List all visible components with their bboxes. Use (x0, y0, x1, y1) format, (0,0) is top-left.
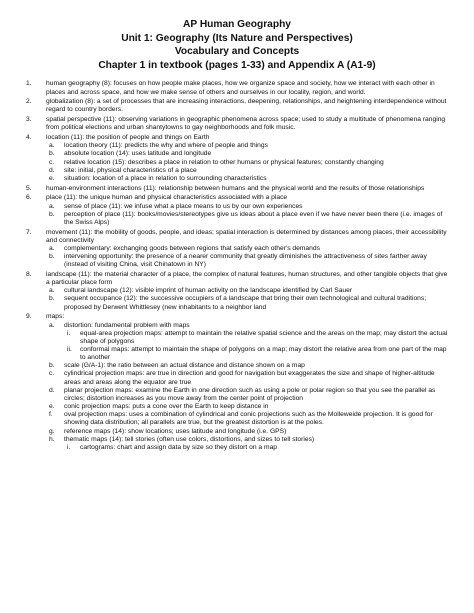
vocab-subterm (46, 428, 448, 436)
course-title: AP Human Geography (183, 19, 291, 30)
vocab-subterm (46, 411, 448, 427)
vocab-subterm (46, 362, 448, 370)
list-marker: b. (49, 210, 55, 218)
term-text: place (11): the unique human and physical characteristics associated with a place (46, 194, 288, 202)
term-text: location (11): the position of people and things on Earth (46, 134, 210, 142)
list-marker: 5. (26, 184, 32, 192)
vocab-subsubterm (64, 444, 448, 452)
vocab-subsubterm (64, 346, 448, 362)
vocab-subterm (46, 159, 448, 167)
vocab-subterm (46, 142, 448, 150)
vocab-subsubterm (64, 330, 448, 346)
term-text: sequent occupance (12): the successive occupiers of a landscape that bring their own technological and cultural traditions; proposed by Derwent Whittlesey (new inhabitants to a neighbor land (64, 295, 427, 311)
term-text: conic projection maps: puts a cone over the Earth to keep distance in (64, 403, 269, 411)
vocab-term (26, 229, 448, 270)
list-marker: d. (49, 166, 55, 174)
vocab-subterm (46, 211, 448, 227)
term-text: human geography (8): focuses on how people make places, how we organize space and society, how we interact with each other in places and across space, and how we make sense of others and ourselves in our locality, region, and world. (46, 80, 435, 96)
vocab-term (26, 194, 448, 227)
list-marker: ii. (67, 345, 72, 353)
vocab-subterm (46, 150, 448, 158)
list-marker: b. (49, 362, 55, 370)
vocab-subterm (46, 370, 448, 386)
list-marker: 4. (26, 134, 32, 142)
vocab-subterm (46, 287, 448, 295)
term-text: reference maps (14): show locations; uses latitude and longitude (i.e. GPS) (64, 427, 287, 435)
term-text: thematic maps (14): tell stories (often use colors, distortions, and sizes to tell stories) (64, 435, 315, 443)
term-text: intervening opportunity: the presence of a nearer community that greatly diminishes the attractiveness of sites farther away (instead of visiting China, visit Chinatown in NY) (64, 253, 427, 269)
vocab-subterm (46, 403, 448, 411)
vocab-subterm (46, 322, 448, 363)
term-text: location theory (11): predicts the why and where of people and things (64, 142, 268, 150)
list-marker: c. (49, 158, 55, 166)
vocab-subterm (46, 436, 448, 452)
term-text: cultural landscape (12): visible imprint of human activity on the landscape identified by Carl Sauer (64, 287, 353, 295)
term-text: distortion: fundamental problem with maps (64, 321, 190, 329)
term-text: relative location (15): describes a place in relation to other humans or physical features; constantly changing (64, 158, 384, 166)
list-marker: b. (49, 150, 55, 158)
list-marker: b. (49, 253, 55, 261)
sub-list (46, 245, 448, 269)
term-text: movement (11): the mobility of goods, people, and ideas; spatial interaction is determined by distances among places, their accessibility and connectivity (46, 228, 447, 244)
vocab-subterm (46, 253, 448, 269)
term-text: conformal maps: attempt to maintain the shape of polygons on a map; may distort the relative area from one part of the map to another (80, 345, 447, 362)
vocab-term (26, 185, 448, 193)
vocab-term (26, 313, 448, 452)
term-text: absolute location (14): uses latitude and longitude (64, 150, 212, 158)
unit-title: Unit 1: Geography (Its Nature and Perspectives) (121, 32, 353, 44)
term-text: scale (G/A-1): the ratio between an actual distance and distance shown on a map (64, 362, 305, 370)
list-marker: d. (49, 386, 55, 394)
list-marker: 1. (26, 80, 32, 88)
list-marker: e. (49, 174, 55, 182)
list-marker: a. (49, 287, 55, 295)
chapter-reference: Chapter 1 in textbook (pages 1-33) and Appendix A (A1-9) (98, 59, 376, 71)
term-text: human-environment interactions (11): relationship between humans and the physical world and the results of those relationships (46, 184, 425, 192)
term-text: planar projection maps: examine the Earth in one direction such as using a pole or polar region so that you see the parallel as circles; distortion increases as you move away from the center point of projection (64, 386, 436, 402)
vocab-subterm (46, 167, 448, 175)
term-text: spatial perspective (11): observing variations in geographic phenomena across space; used to study a multitude of phenomena ranging from political elections and urban shantytowns to gay neighborhoods and folk music. (46, 116, 446, 132)
vocab-term (26, 134, 448, 183)
list-marker: h. (49, 435, 55, 443)
term-text: equal-area projection maps: attempt to maintain the relative spatial science and the areas on the map; may distort the actual shape of polygons (80, 329, 448, 345)
sub-list (64, 330, 448, 363)
vocab-subterm (46, 175, 448, 183)
list-marker: a. (49, 142, 55, 150)
section-title: Vocabulary and Concepts (174, 46, 300, 58)
sub-list (46, 322, 448, 453)
vocab-subterm (46, 387, 448, 403)
list-marker: 9. (26, 313, 32, 321)
term-text: perception of place (11): books/movies/stereotypes give us ideas about a place even if we have never been there (i.e. images of the Swiss Alps) (64, 210, 443, 226)
list-marker: a. (49, 244, 55, 252)
vocab-term (26, 80, 448, 96)
list-marker: a. (49, 321, 55, 329)
list-marker: a. (49, 202, 55, 210)
vocab-term (26, 271, 448, 312)
list-marker: 8. (26, 270, 32, 278)
list-marker: f. (49, 411, 53, 419)
list-marker: 3. (26, 116, 32, 124)
list-marker: b. (49, 295, 55, 303)
list-marker: c. (49, 370, 55, 378)
sub-list (46, 142, 448, 183)
vocabulary-list (26, 80, 448, 452)
vocab-subterm (46, 203, 448, 211)
term-text: oval projection maps: uses a combination of cylindrical and conic projections such as the Molleweide projection. It is good for showing data distribution; all parallels are true, but the greatest distortion is at the poles. (64, 411, 433, 427)
term-text: site: initial, physical characteristics of a place (64, 166, 197, 174)
term-text: maps: (46, 313, 65, 321)
list-marker: i. (67, 443, 71, 451)
vocab-term (26, 98, 448, 114)
term-text: cylindrical projection maps: are true in direction and good for navigation but exaggerates the size and shape of higher-altitude areas and areas along the equator are true (64, 370, 435, 386)
vocab-term (26, 116, 448, 132)
term-text: sense of place (11): we infuse what a place means to us by our own experiences (64, 202, 303, 210)
vocab-subterm (46, 245, 448, 253)
term-text: globalization (8): a set of processes that are increasing interactions, deepening, relationships, and heightening interdependence without regard to country borders. (46, 98, 447, 114)
list-marker: e. (49, 403, 55, 411)
sub-list (64, 444, 448, 452)
document-header (26, 18, 448, 72)
list-marker: 6. (26, 194, 32, 202)
term-text: landscape (11): the material character of a place, the complex of natural features, human structures, and other tangible objects that give a particular place form (46, 270, 448, 287)
list-marker: 7. (26, 228, 32, 236)
term-text: complementary: exchanging goods between regions that satisfy each other's demands (64, 244, 320, 252)
term-text: cartograms: chart and assign data by size so they distort on a map (80, 443, 278, 451)
list-marker: i. (67, 329, 71, 337)
list-marker: g. (49, 427, 55, 435)
term-text: situation: location of a place in relation to surrounding characteristics (64, 174, 267, 182)
sub-list (46, 203, 448, 227)
sub-list (46, 287, 448, 311)
vocab-subterm (46, 295, 448, 311)
list-marker: 2. (26, 98, 32, 106)
